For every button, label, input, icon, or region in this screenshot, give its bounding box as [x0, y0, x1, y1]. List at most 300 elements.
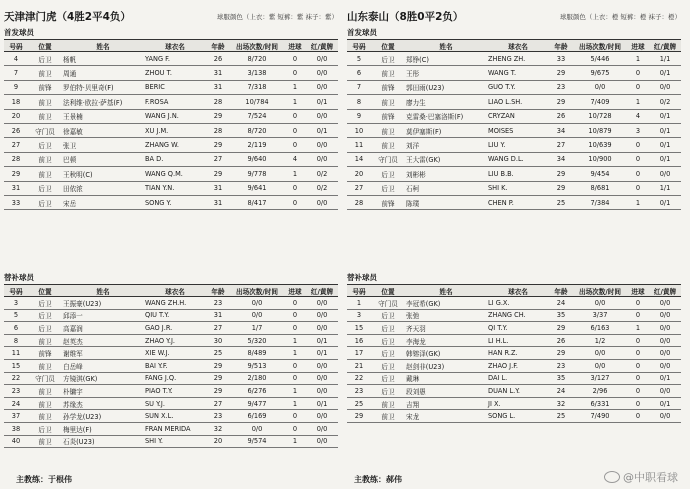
col-age: 20: [206, 435, 230, 448]
col-apps: 3/127: [573, 372, 627, 385]
col-age: 25: [549, 195, 573, 209]
col-name-header: 姓名: [405, 285, 487, 297]
col-age: 23: [549, 80, 573, 94]
col-shirt-name: SUN X.L.: [144, 410, 206, 423]
col-name: 吉翔: [405, 397, 487, 410]
col-name: 谢维军: [62, 347, 144, 360]
col-cards: 0/0: [649, 385, 681, 398]
player-row: [347, 80, 681, 94]
col-goals: 0: [284, 195, 306, 209]
col-apps: 9/513: [230, 359, 284, 372]
col-apps: 3/37: [573, 309, 627, 322]
starters-block: [347, 39, 681, 271]
coach-label: 主教练：: [16, 475, 48, 484]
col-position: 前锋: [371, 80, 405, 94]
col-cards: 0/0: [306, 359, 338, 372]
col-number: 27: [4, 138, 28, 152]
col-goals: 0: [284, 109, 306, 123]
col-number: 1: [347, 297, 371, 310]
col-position: 后卫: [371, 372, 405, 385]
col-apps: 2/180: [230, 372, 284, 385]
col-apps: 9/454: [573, 167, 627, 181]
col-apps: 1/7: [230, 322, 284, 335]
col-shirt-name: F.ROSA: [144, 95, 206, 109]
col-number: 3: [347, 309, 371, 322]
col-position: 守门员: [28, 372, 62, 385]
col-shirt-name: ZHAO Y.J.: [144, 334, 206, 347]
col-name: 田依浓: [62, 181, 144, 195]
player-row: [347, 359, 681, 372]
col-cards: 0/1: [649, 152, 681, 166]
col-age: 32: [549, 397, 573, 410]
col-position: 前卫: [371, 138, 405, 152]
col-apps: 8/720: [230, 123, 284, 137]
player-row: [347, 95, 681, 109]
col-shirt-name: WANG Q.M.: [144, 167, 206, 181]
col-position: 守门员: [371, 152, 405, 166]
col-name: 宋龙: [405, 410, 487, 423]
col-shirt-name-header: 球衣名: [144, 40, 206, 52]
col-apps: 1/2: [573, 334, 627, 347]
col-name: 高嘉润: [62, 322, 144, 335]
col-apps: 9/778: [230, 167, 284, 181]
col-position: 后卫: [371, 309, 405, 322]
col-number: 8: [347, 95, 371, 109]
col-shirt-name: XIE W.J.: [144, 347, 206, 360]
col-number: 9: [347, 109, 371, 123]
col-age-header: 年龄: [549, 40, 573, 52]
col-shirt-name: LI H.L.: [487, 334, 549, 347]
col-cards: 0/0: [306, 385, 338, 398]
col-apps: 7/318: [230, 80, 284, 94]
col-age: 29: [549, 347, 573, 360]
col-name: 张卫: [62, 138, 144, 152]
col-age: 28: [206, 123, 230, 137]
col-shirt-name: LIU Y.: [487, 138, 549, 152]
col-goals: 0: [627, 359, 649, 372]
col-number: 8: [4, 334, 28, 347]
col-position: 后卫: [28, 138, 62, 152]
col-cards: 0/1: [306, 334, 338, 347]
coach-label: 主教练：: [354, 475, 386, 484]
col-number: 28: [347, 195, 371, 209]
col-position: 前卫: [371, 397, 405, 410]
col-age: 35: [549, 309, 573, 322]
col-apps: 8/417: [230, 195, 284, 209]
col-name: 克雷桑·巴塞洛斯(F): [405, 109, 487, 123]
col-shirt-name: ZHANG CH.: [487, 309, 549, 322]
col-goals: 1: [284, 167, 306, 181]
player-row: [4, 422, 338, 435]
col-goals: 1: [627, 195, 649, 209]
col-shirt-name: QIU T.Y.: [144, 309, 206, 322]
col-goals: 0: [284, 138, 306, 152]
col-number: 14: [347, 152, 371, 166]
player-row: [347, 372, 681, 385]
col-shirt-name: YANG F.: [144, 52, 206, 66]
col-goals: 0: [627, 167, 649, 181]
col-number: 15: [4, 359, 28, 372]
col-position: 后卫: [371, 52, 405, 66]
coach-name: 郝伟: [386, 475, 402, 484]
col-goals: 0: [627, 152, 649, 166]
col-apps: 9/640: [230, 152, 284, 166]
col-position: 前锋: [28, 347, 62, 360]
player-row: [4, 372, 338, 385]
col-age: 25: [549, 410, 573, 423]
col-goals: 0: [627, 410, 649, 423]
col-name: 徐嘉敏: [62, 123, 144, 137]
col-position: 前卫: [371, 410, 405, 423]
col-name: 李海龙: [405, 334, 487, 347]
col-age: 25: [206, 347, 230, 360]
player-row: [4, 66, 338, 80]
subs-heading: 替补球员: [4, 273, 34, 282]
col-name: 石炎(U23): [62, 435, 144, 448]
starters-table: [347, 39, 681, 210]
col-goals: 1: [284, 95, 306, 109]
table-header-row: [4, 40, 338, 52]
player-row: [347, 66, 681, 80]
col-number: 37: [4, 410, 28, 423]
col-position-header: 位置: [371, 285, 405, 297]
player-row: [4, 385, 338, 398]
col-apps: 0/0: [230, 309, 284, 322]
col-shirt-name: DAI L.: [487, 372, 549, 385]
col-position: 前卫: [28, 410, 62, 423]
col-number: 22: [4, 372, 28, 385]
subs-table: [4, 284, 338, 448]
col-cards: 0/0: [306, 372, 338, 385]
col-name: 王大雷(GK): [405, 152, 487, 166]
col-goals: 1: [284, 397, 306, 410]
col-cards: 0/0: [649, 80, 681, 94]
col-number: 23: [347, 385, 371, 398]
col-position-header: 位置: [28, 285, 62, 297]
col-shirt-name: SHI K.: [487, 181, 549, 195]
col-name: 莫伊塞斯(F): [405, 123, 487, 137]
col-apps: 3/138: [230, 66, 284, 80]
col-goals: 1: [284, 347, 306, 360]
col-goals: 3: [627, 123, 649, 137]
col-cards: 0/0: [306, 109, 338, 123]
col-shirt-name-header: 球衣名: [487, 285, 549, 297]
col-number: 16: [347, 334, 371, 347]
col-position: 前卫: [28, 109, 62, 123]
col-position: 前卫: [28, 435, 62, 448]
col-cards: 0/0: [649, 359, 681, 372]
col-cards: 0/2: [649, 95, 681, 109]
col-goals: 1: [284, 334, 306, 347]
col-age: 31: [206, 181, 230, 195]
col-number: 5: [4, 309, 28, 322]
col-apps: 7/490: [573, 410, 627, 423]
col-number: 23: [4, 385, 28, 398]
col-number: 29: [4, 167, 28, 181]
player-row: [4, 297, 338, 310]
col-goals: 4: [627, 109, 649, 123]
col-cards: 0/0: [306, 410, 338, 423]
col-apps: 6/276: [230, 385, 284, 398]
col-name-header: 姓名: [62, 40, 144, 52]
col-position: 后卫: [28, 52, 62, 66]
col-number: 27: [347, 181, 371, 195]
col-name: 郑铮(C): [405, 52, 487, 66]
col-number: 18: [4, 95, 28, 109]
player-row: [347, 109, 681, 123]
col-cards: 0/0: [649, 347, 681, 360]
col-cards-header: 红/黄牌: [649, 40, 681, 52]
col-apps: 8/720: [230, 52, 284, 66]
col-age: 23: [206, 410, 230, 423]
col-goals: 0: [284, 322, 306, 335]
col-name: 段刘愚: [405, 385, 487, 398]
col-number-header: 号码: [347, 40, 371, 52]
player-row: [347, 385, 681, 398]
col-name: 王秋明(C): [62, 167, 144, 181]
col-position: 后卫: [28, 422, 62, 435]
col-goals: 0: [284, 359, 306, 372]
col-goals: 0: [284, 52, 306, 66]
col-shirt-name: BAI Y.F.: [144, 359, 206, 372]
col-cards: 0/0: [306, 309, 338, 322]
col-name: 孙学龙(U23): [62, 410, 144, 423]
col-cards: 0/1: [306, 123, 338, 137]
col-name: 赵剑非(U23): [405, 359, 487, 372]
col-age: 34: [549, 123, 573, 137]
col-number: 28: [4, 152, 28, 166]
col-name: 齐天羽: [405, 322, 487, 335]
col-name: 梅里达(F): [62, 422, 144, 435]
col-cards: 0/1: [649, 372, 681, 385]
col-position-header: 位置: [28, 40, 62, 52]
col-number: 25: [347, 397, 371, 410]
col-cards: 0/0: [306, 322, 338, 335]
coach-tianjin: [16, 474, 72, 485]
col-age: 31: [206, 66, 230, 80]
col-shirt-name: GAO J.R.: [144, 322, 206, 335]
col-number: 21: [347, 359, 371, 372]
col-age: 30: [206, 334, 230, 347]
col-apps: 9/675: [573, 66, 627, 80]
col-name-header: 姓名: [62, 285, 144, 297]
col-number: 38: [4, 422, 28, 435]
col-number: 17: [347, 347, 371, 360]
col-goals: 0: [284, 410, 306, 423]
col-goals: 0: [627, 66, 649, 80]
col-position-header: 位置: [371, 40, 405, 52]
col-cards: 0/1: [306, 95, 338, 109]
col-name: 石柯: [405, 181, 487, 195]
col-number: 7: [347, 80, 371, 94]
col-goals: 1: [284, 385, 306, 398]
col-position: 后卫: [371, 359, 405, 372]
player-row: [347, 322, 681, 335]
player-row: [4, 195, 338, 209]
col-cards: 0/0: [306, 138, 338, 152]
col-cards: 0/1: [306, 397, 338, 410]
col-shirt-name: TIAN Y.N.: [144, 181, 206, 195]
col-age: 29: [206, 138, 230, 152]
col-age: 27: [206, 397, 230, 410]
player-row: [4, 347, 338, 360]
col-age: 28: [206, 95, 230, 109]
player-row: [347, 152, 681, 166]
weibo-logo-icon: [604, 471, 620, 483]
col-shirt-name: SU Y.J.: [144, 397, 206, 410]
col-apps: 7/384: [573, 195, 627, 209]
col-shirt-name: WANG ZH.H.: [144, 297, 206, 310]
col-age: 29: [549, 95, 573, 109]
col-shirt-name: HAN R.Z.: [487, 347, 549, 360]
player-row: [347, 397, 681, 410]
col-number: 6: [4, 322, 28, 335]
col-shirt-name: WANG D.L.: [487, 152, 549, 166]
col-shirt-name: DUAN L.Y.: [487, 385, 549, 398]
col-age-header: 年龄: [206, 285, 230, 297]
col-age: 34: [549, 152, 573, 166]
col-apps: 5/446: [573, 52, 627, 66]
col-age: 29: [549, 181, 573, 195]
col-position: 前锋: [371, 109, 405, 123]
col-shirt-name: SHI Y.: [144, 435, 206, 448]
col-age: 29: [549, 66, 573, 80]
col-apps: 6/163: [573, 322, 627, 335]
col-number: 4: [4, 52, 28, 66]
col-apps: 8/489: [230, 347, 284, 360]
col-cards: 0/1: [649, 109, 681, 123]
col-cards: 0/0: [306, 66, 338, 80]
col-number-header: 号码: [347, 285, 371, 297]
col-number-header: 号码: [4, 40, 28, 52]
col-goals: 0: [627, 372, 649, 385]
col-age: 24: [549, 385, 573, 398]
col-cards: 0/1: [306, 347, 338, 360]
col-goals-header: 进球: [284, 40, 306, 52]
col-position: 前锋: [371, 195, 405, 209]
col-age: 26: [549, 109, 573, 123]
player-row: [4, 95, 338, 109]
col-shirt-name: QI T.Y.: [487, 322, 549, 335]
col-position: 前卫: [371, 95, 405, 109]
starters-heading: 首发球员: [4, 28, 34, 37]
starters-block: [4, 39, 338, 271]
col-goals-header: 进球: [627, 285, 649, 297]
col-apps: 0/0: [573, 359, 627, 372]
player-row: [347, 181, 681, 195]
col-number: 29: [347, 410, 371, 423]
col-cards: 0/0: [649, 410, 681, 423]
col-age: 31: [206, 309, 230, 322]
col-cards: 0/1: [649, 66, 681, 80]
col-position: 前锋: [28, 80, 62, 94]
col-name: 朴镛宇: [62, 385, 144, 398]
col-apps-header: 出场次数/时间: [230, 285, 284, 297]
player-row: [4, 359, 338, 372]
col-goals: 0: [627, 138, 649, 152]
starters-table: [4, 39, 338, 210]
subs-heading: 替补球员: [347, 273, 377, 282]
team-panel-shandong: [347, 6, 681, 423]
player-row: [4, 52, 338, 66]
col-apps: 10/900: [573, 152, 627, 166]
col-position: 前卫: [28, 95, 62, 109]
col-cards: 0/1: [649, 123, 681, 137]
player-row: [347, 123, 681, 137]
player-row: [4, 123, 338, 137]
col-number: 20: [4, 109, 28, 123]
col-apps: 0/0: [573, 80, 627, 94]
col-age: 31: [206, 195, 230, 209]
col-position: 前卫: [28, 385, 62, 398]
col-shirt-name: CHEN P.: [487, 195, 549, 209]
player-row: [4, 80, 338, 94]
col-age: 26: [549, 334, 573, 347]
col-age: 29: [206, 372, 230, 385]
table-header-row: [347, 40, 681, 52]
col-position: 后卫: [28, 322, 62, 335]
col-age: 29: [206, 359, 230, 372]
col-cards: 0/0: [649, 309, 681, 322]
col-cards: 0/2: [306, 167, 338, 181]
col-goals: 0: [627, 297, 649, 310]
watermark: [604, 469, 678, 485]
col-age-header: 年龄: [549, 285, 573, 297]
col-cards-header: 红/黄牌: [306, 40, 338, 52]
col-name: 杨帆: [62, 52, 144, 66]
col-cards: 0/0: [649, 334, 681, 347]
col-position: 后卫: [371, 167, 405, 181]
team-header: [4, 6, 338, 26]
player-row: [4, 167, 338, 181]
col-position: 守门员: [28, 123, 62, 137]
col-apps: 9/477: [230, 397, 284, 410]
col-age: 24: [549, 297, 573, 310]
col-name: 李冠希(GK): [405, 297, 487, 310]
col-apps: 0/0: [230, 422, 284, 435]
col-number: 33: [4, 195, 28, 209]
col-cards: 1/1: [649, 52, 681, 66]
col-shirt-name: JI X.: [487, 397, 549, 410]
col-shirt-name: CRYZAN: [487, 109, 549, 123]
col-position: 后卫: [371, 334, 405, 347]
team-header: [347, 6, 681, 26]
col-shirt-name: FANG J.Q.: [144, 372, 206, 385]
coach-shandong: [354, 474, 402, 485]
col-name: 王景楠: [62, 109, 144, 123]
table-header-row: [4, 285, 338, 297]
col-shirt-name: PIAO T.Y.: [144, 385, 206, 398]
col-shirt-name: FRAN MERIDA: [144, 422, 206, 435]
col-apps: 7/524: [230, 109, 284, 123]
col-goals: 0: [284, 181, 306, 195]
col-number: 11: [4, 347, 28, 360]
team-title: 山东泰山（8胜0平2负）: [347, 10, 464, 23]
col-apps: 9/574: [230, 435, 284, 448]
col-goals: 0: [627, 80, 649, 94]
col-position: 后卫: [371, 347, 405, 360]
col-cards: 0/0: [306, 80, 338, 94]
col-name: 邱添一: [62, 309, 144, 322]
col-cards: 0/0: [306, 422, 338, 435]
col-age-header: 年龄: [206, 40, 230, 52]
col-name: 法利维·欧拉·萨基(F): [62, 95, 144, 109]
team-title: 天津津门虎（4胜2平4负）: [4, 10, 131, 23]
col-apps: 2/96: [573, 385, 627, 398]
player-row: [4, 410, 338, 423]
col-number: 26: [4, 123, 28, 137]
col-goals: 1: [284, 435, 306, 448]
